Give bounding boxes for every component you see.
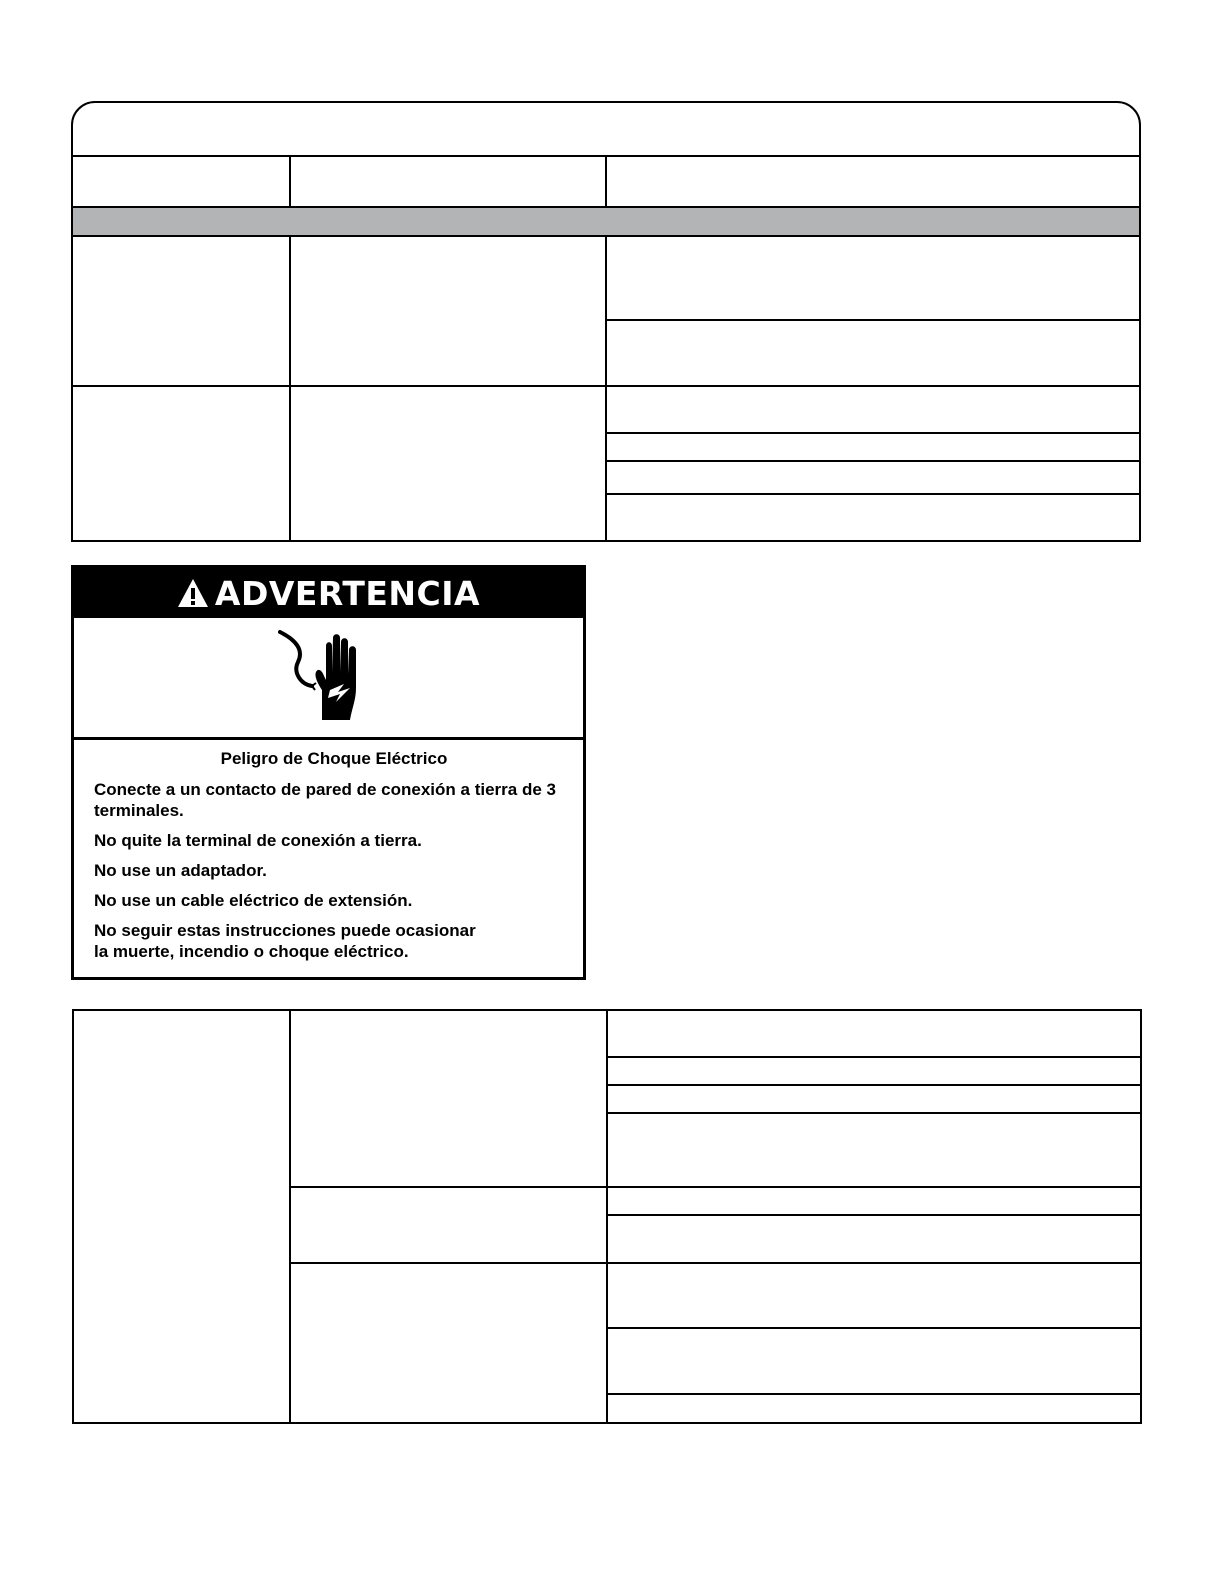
- warning-consequence: [94, 920, 574, 962]
- warning-header: [74, 568, 583, 618]
- table-column-divider: [289, 1011, 291, 1422]
- table-row-divider: [606, 460, 1139, 462]
- table-row-divider: [607, 1393, 1140, 1395]
- warning-consequence-line: la muerte, incendio o choque eléctrico.: [94, 942, 409, 961]
- table-column-divider: [606, 1011, 608, 1422]
- electric-shock-hand-icon: [278, 628, 368, 724]
- table-row-divider: [607, 1084, 1140, 1086]
- warning-subtitle: Peligro de Choque Eléctrico: [220, 749, 448, 768]
- warning-body: [94, 748, 574, 971]
- table-row-divider: [607, 1214, 1140, 1216]
- table-row-divider: [607, 1327, 1140, 1329]
- table-row-divider: [606, 319, 1139, 321]
- warning-line: Conecte a un contacto de pared de conexión a tierra de 3 terminales.: [94, 780, 556, 820]
- table-row-divider: [290, 1186, 1140, 1188]
- table-row-divider: [290, 1262, 1140, 1264]
- warning-title: ADVERTENCIA: [214, 573, 481, 613]
- table-row-divider: [607, 1056, 1140, 1058]
- section-band-fill: [73, 208, 1139, 235]
- warning-consequence-line: No seguir estas instrucciones puede ocasionar: [94, 921, 476, 940]
- table-row-divider: [607, 1112, 1140, 1114]
- warning-line: No use un adaptador.: [94, 861, 267, 880]
- warning-divider: [74, 737, 583, 740]
- warning-triangle-icon: [177, 578, 209, 608]
- warning-line: No use un cable eléctrico de extensión.: [94, 891, 413, 910]
- warning-line: No quite la terminal de conexión a tierra.: [94, 831, 422, 850]
- table-row-divider: [606, 432, 1139, 434]
- table-row-divider: [606, 493, 1139, 495]
